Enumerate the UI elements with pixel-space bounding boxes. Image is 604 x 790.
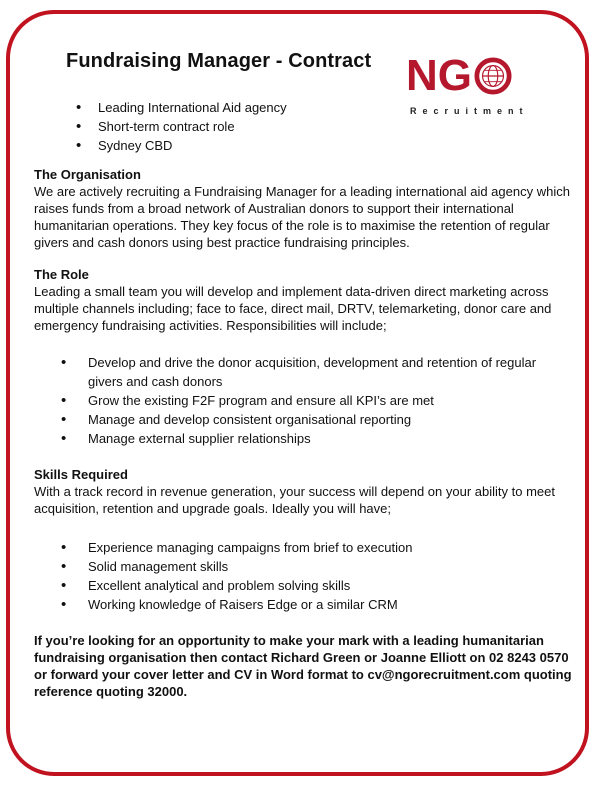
skills-list: [88, 538, 568, 614]
logo-subtitle: Recruitment: [410, 106, 529, 116]
role-section: [34, 266, 574, 334]
list-item: • Grow the existing F2F program and ensure all KPI’s are met: [88, 391, 568, 410]
ngo-recruitment-logo: [406, 51, 530, 124]
section-heading: Skills Required: [34, 467, 128, 482]
list-item: • Develop and drive the donor acquisition, development and retention of regular givers and cash donors: [88, 353, 568, 391]
list-item: • Experience managing campaigns from brief to execution: [88, 538, 568, 557]
contact-text: If you’re looking for an opportunity to make your mark with a leading humanitarian fundraising organisation then contact Richard Green or Joanne Elliott on 02 8243 0570 or forward your cover letter and CV in Word format to cv@ngorecruitment.com quoting reference quoting 32000.: [34, 633, 572, 699]
skills-section: [34, 466, 574, 517]
section-body: We are actively recruiting a Fundraising Manager for a leading international aid agency which raises funds from a broad network of Australian donors to support their international humanitarian operations. They key focus of the role is to maximise the retention of regular givers and cash donors using best practice fundraising principles.: [34, 184, 570, 250]
globe-icon: [474, 57, 512, 95]
organisation-section: [34, 166, 574, 251]
list-item: • Solid management skills: [88, 557, 568, 576]
list-item: • Sydney CBD: [98, 136, 287, 155]
highlights-list: [98, 98, 287, 155]
page-title: Fundraising Manager - Contract: [66, 50, 372, 72]
section-heading: The Role: [34, 267, 89, 282]
responsibilities-list: [88, 353, 568, 448]
list-item: • Excellent analytical and problem solving skills: [88, 576, 568, 595]
list-item: • Leading International Aid agency: [98, 98, 287, 117]
section-body: Leading a small team you will develop and implement data-driven direct marketing across multiple channels including; face to face, direct mail, DRTV, telemarketing, donor care and emergency fundraising activities. Responsibilities will include;: [34, 284, 552, 333]
logo-letters: NG: [406, 51, 472, 100]
section-heading: The Organisation: [34, 167, 141, 182]
list-item: • Working knowledge of Raisers Edge or a similar CRM: [88, 595, 568, 614]
section-body: With a track record in revenue generation, your success will depend on your ability to meet acquisition, retention and upgrade goals. Ideally you will have;: [34, 484, 555, 516]
list-item: • Manage and develop consistent organisational reporting: [88, 410, 568, 429]
list-item: • Short-term contract role: [98, 117, 287, 136]
closing-paragraph: [34, 632, 574, 700]
list-item: • Manage external supplier relationships: [88, 429, 568, 448]
